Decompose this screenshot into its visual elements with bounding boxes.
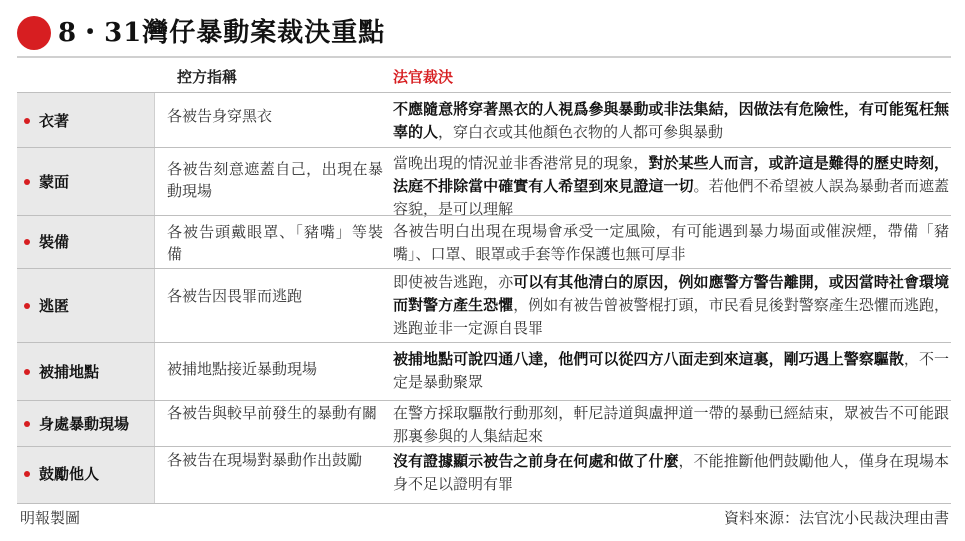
accusation-cell: 各被告身穿黑衣 — [167, 107, 273, 125]
footer-credit: 明報製圖 — [20, 509, 81, 527]
topic-label: 裝備 — [39, 233, 70, 251]
header-accusation: 控方指稱 — [177, 68, 238, 86]
accusation-cell: 被捕地點接近暴動現場 — [167, 360, 318, 378]
table-row — [17, 268, 951, 343]
table-row — [17, 446, 951, 504]
topic-cell — [17, 93, 155, 148]
ruling-emphasis: 對於某些人而言，或許這是難得的歷史時刻，法庭不排除當中確實有人希望到來見證這一切 — [393, 154, 949, 195]
bullet-icon — [24, 471, 30, 477]
table-row — [17, 400, 951, 447]
ruling-text: ，例如有被告曾被警棍打頭，市民看見後對警察產生恐懼而逃跑，逃跑並非一定源自畏罪 — [393, 296, 949, 337]
table-row — [17, 147, 951, 216]
topic-label: 鼓勵他人 — [39, 465, 100, 483]
ruling-text: ，不一定是暴動聚眾 — [393, 350, 949, 391]
ruling-cell — [393, 220, 949, 266]
page-title: 8・31灣仔暴動案裁決重點 — [58, 18, 386, 48]
title-divider — [17, 56, 951, 58]
ruling-emphasis: 可以有其他清白的原因，例如應警方警告離開，或因當時社會環境而對警方產生恐懼 — [393, 273, 949, 314]
topic-cell — [17, 148, 155, 216]
ruling-cell — [393, 98, 949, 144]
ruling-text: 各被告明白出現在現場會承受一定風險，有可能遇到暴力場面或催淚煙，帶備「豬嘴」、口罩、眼罩或手套等作保護也無可厚非 — [393, 222, 949, 263]
ruling-text: ，穿白衣或其他顏色衣物的人都可參與暴動 — [438, 123, 724, 141]
accusation-cell: 各被告刻意遮蓋自己，出現在暴動現場 — [167, 160, 383, 200]
title-red-dot-icon — [17, 16, 51, 50]
bullet-icon — [24, 303, 30, 309]
accusation-cell: 各被告與較早前發生的暴動有關 — [167, 404, 378, 422]
footer-source: 資料來源：法官沈小民裁決理由書 — [723, 509, 949, 527]
topic-cell — [17, 447, 155, 503]
table-row — [17, 342, 951, 401]
topic-cell — [17, 269, 155, 343]
bullet-icon — [24, 369, 30, 375]
bullet-icon — [24, 239, 30, 245]
topic-label: 衣著 — [39, 112, 70, 130]
ruling-cell — [393, 450, 949, 496]
topic-label: 被捕地點 — [39, 363, 100, 381]
ruling-cell — [393, 402, 949, 448]
ruling-text: ，不能推斷他們鼓勵他人，僅身在現場本身不足以證明有罪 — [393, 452, 949, 493]
table-row — [17, 215, 951, 269]
bullet-icon — [24, 421, 30, 427]
topic-cell — [17, 401, 155, 447]
ruling-emphasis: 沒有證據顯示被告之前身在何處和做了什麼 — [393, 452, 679, 470]
topic-label: 蒙面 — [39, 173, 70, 191]
ruling-text: 即使被告逃跑，亦 — [393, 273, 514, 291]
topic-label: 身處暴動現場 — [39, 415, 130, 433]
title-bar — [0, 0, 965, 60]
table-header — [17, 62, 951, 92]
topic-label: 逃匿 — [39, 297, 70, 315]
accusation-cell: 各被告因畏罪而逃跑 — [167, 287, 303, 305]
topic-cell — [17, 343, 155, 401]
bullet-icon — [24, 118, 30, 124]
ruling-cell — [393, 152, 949, 221]
table-row — [17, 92, 951, 148]
topic-cell — [17, 216, 155, 269]
header-ruling: 法官裁決 — [393, 68, 454, 86]
ruling-text: 當晚出現的情況並非香港常見的現象， — [393, 154, 649, 172]
accusation-cell: 各被告在現場對暴動作出鼓勵 — [167, 451, 363, 469]
bullet-icon — [24, 179, 30, 185]
ruling-text: 。若他們不希望被人誤為暴動者而遮蓋容貌，是可以理解 — [393, 177, 949, 218]
ruling-emphasis: 被捕地點可說四通八達，他們可以從四方八面走到來這裏，剛巧遇上警察驅散 — [393, 350, 904, 368]
ruling-cell — [393, 348, 949, 394]
ruling-emphasis: 不應隨意將穿著黑衣的人視爲參與暴動或非法集結，因做法有危險性，有可能冤枉無辜的人 — [393, 100, 949, 141]
ruling-text: 在警方採取驅散行動那刻，軒尼詩道與盧押道一帶的暴動已經結束，眾被告不可能跟那裏參與的人集結起來 — [393, 404, 949, 445]
ruling-cell — [393, 271, 949, 340]
accusation-cell: 各被告頭戴眼罩、「豬嘴」等裝備 — [167, 223, 383, 263]
